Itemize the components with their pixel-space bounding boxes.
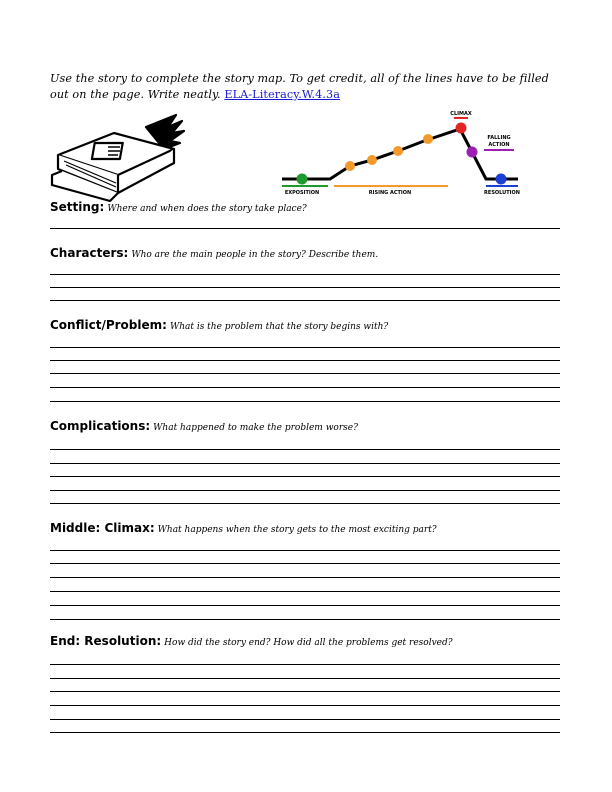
answer-line[interactable] (50, 373, 560, 374)
answer-line[interactable] (50, 490, 560, 491)
exposition-dot (297, 174, 308, 185)
answer-line[interactable] (50, 503, 560, 504)
answer-line[interactable] (50, 401, 560, 402)
answer-line[interactable] (50, 691, 560, 692)
rising-dot-1 (345, 161, 355, 171)
answer-line[interactable] (50, 387, 560, 388)
answer-line[interactable] (50, 732, 560, 733)
answer-line[interactable] (50, 300, 560, 301)
section-resolution (50, 634, 560, 648)
instructions (50, 71, 570, 103)
answer-line[interactable] (50, 605, 560, 606)
section-label: Middle: Climax: (50, 521, 155, 535)
answer-line[interactable] (50, 550, 560, 551)
section-question: What happened to make the problem worse? (153, 423, 358, 433)
answer-line[interactable] (50, 577, 560, 578)
falling-label-1: FALLING (487, 135, 511, 141)
section-question: How did the story end? How did all the problems get resolved? (164, 638, 453, 648)
climax-dot (456, 123, 467, 134)
rising-dot-4 (423, 134, 433, 144)
instructions-text: Use the story to complete the story map. To get credit, all of the lines have to be filled out on the page. Write neatly. (50, 72, 549, 101)
answer-line[interactable] (50, 591, 560, 592)
resolution-dot (496, 174, 507, 185)
section-label: Complications: (50, 419, 151, 433)
section-label: Setting: (50, 200, 105, 214)
answer-line[interactable] (50, 619, 560, 620)
section-setting (50, 200, 560, 214)
section-label: Conflict/Problem: (50, 318, 167, 332)
answer-line[interactable] (50, 563, 560, 564)
section-conflict (50, 318, 560, 332)
answer-line[interactable] (50, 449, 560, 450)
book-with-wing-icon (48, 113, 198, 203)
answer-line[interactable] (50, 274, 560, 275)
answer-line[interactable] (50, 719, 560, 720)
rising-label: RISING ACTION (368, 190, 412, 196)
rising-dot-3 (393, 146, 403, 156)
answer-line[interactable] (50, 347, 560, 348)
falling-label-2: ACTION (488, 142, 510, 148)
exposition-label: EXPOSITION (284, 190, 320, 196)
section-question: What is the problem that the story begins with? (169, 322, 389, 332)
falling-dot (467, 147, 478, 158)
standard-link[interactable]: ELA-Literacy.W.4.3a (224, 88, 341, 101)
section-complications (50, 419, 560, 433)
answer-line[interactable] (50, 360, 560, 361)
section-question: Who are the main people in the story? Describe them. (131, 250, 379, 260)
answer-line[interactable] (50, 664, 560, 665)
answer-line[interactable] (50, 476, 560, 477)
section-question: Where and when does the story take place? (107, 204, 307, 214)
section-question: What happens when the story gets to the most exciting part? (157, 525, 437, 535)
plot-diagram (272, 108, 532, 198)
section-characters (50, 246, 560, 260)
rising-dot-2 (367, 155, 377, 165)
answer-line[interactable] (50, 678, 560, 679)
answer-line[interactable] (50, 463, 560, 464)
answer-line[interactable] (50, 228, 560, 229)
section-label: Characters: (50, 246, 129, 260)
answer-line[interactable] (50, 705, 560, 706)
resolution-label: RESOLUTION (484, 190, 520, 196)
answer-line[interactable] (50, 287, 560, 288)
climax-label: CLIMAX (450, 111, 472, 117)
section-climax (50, 521, 560, 535)
section-label: End: Resolution: (50, 634, 162, 648)
